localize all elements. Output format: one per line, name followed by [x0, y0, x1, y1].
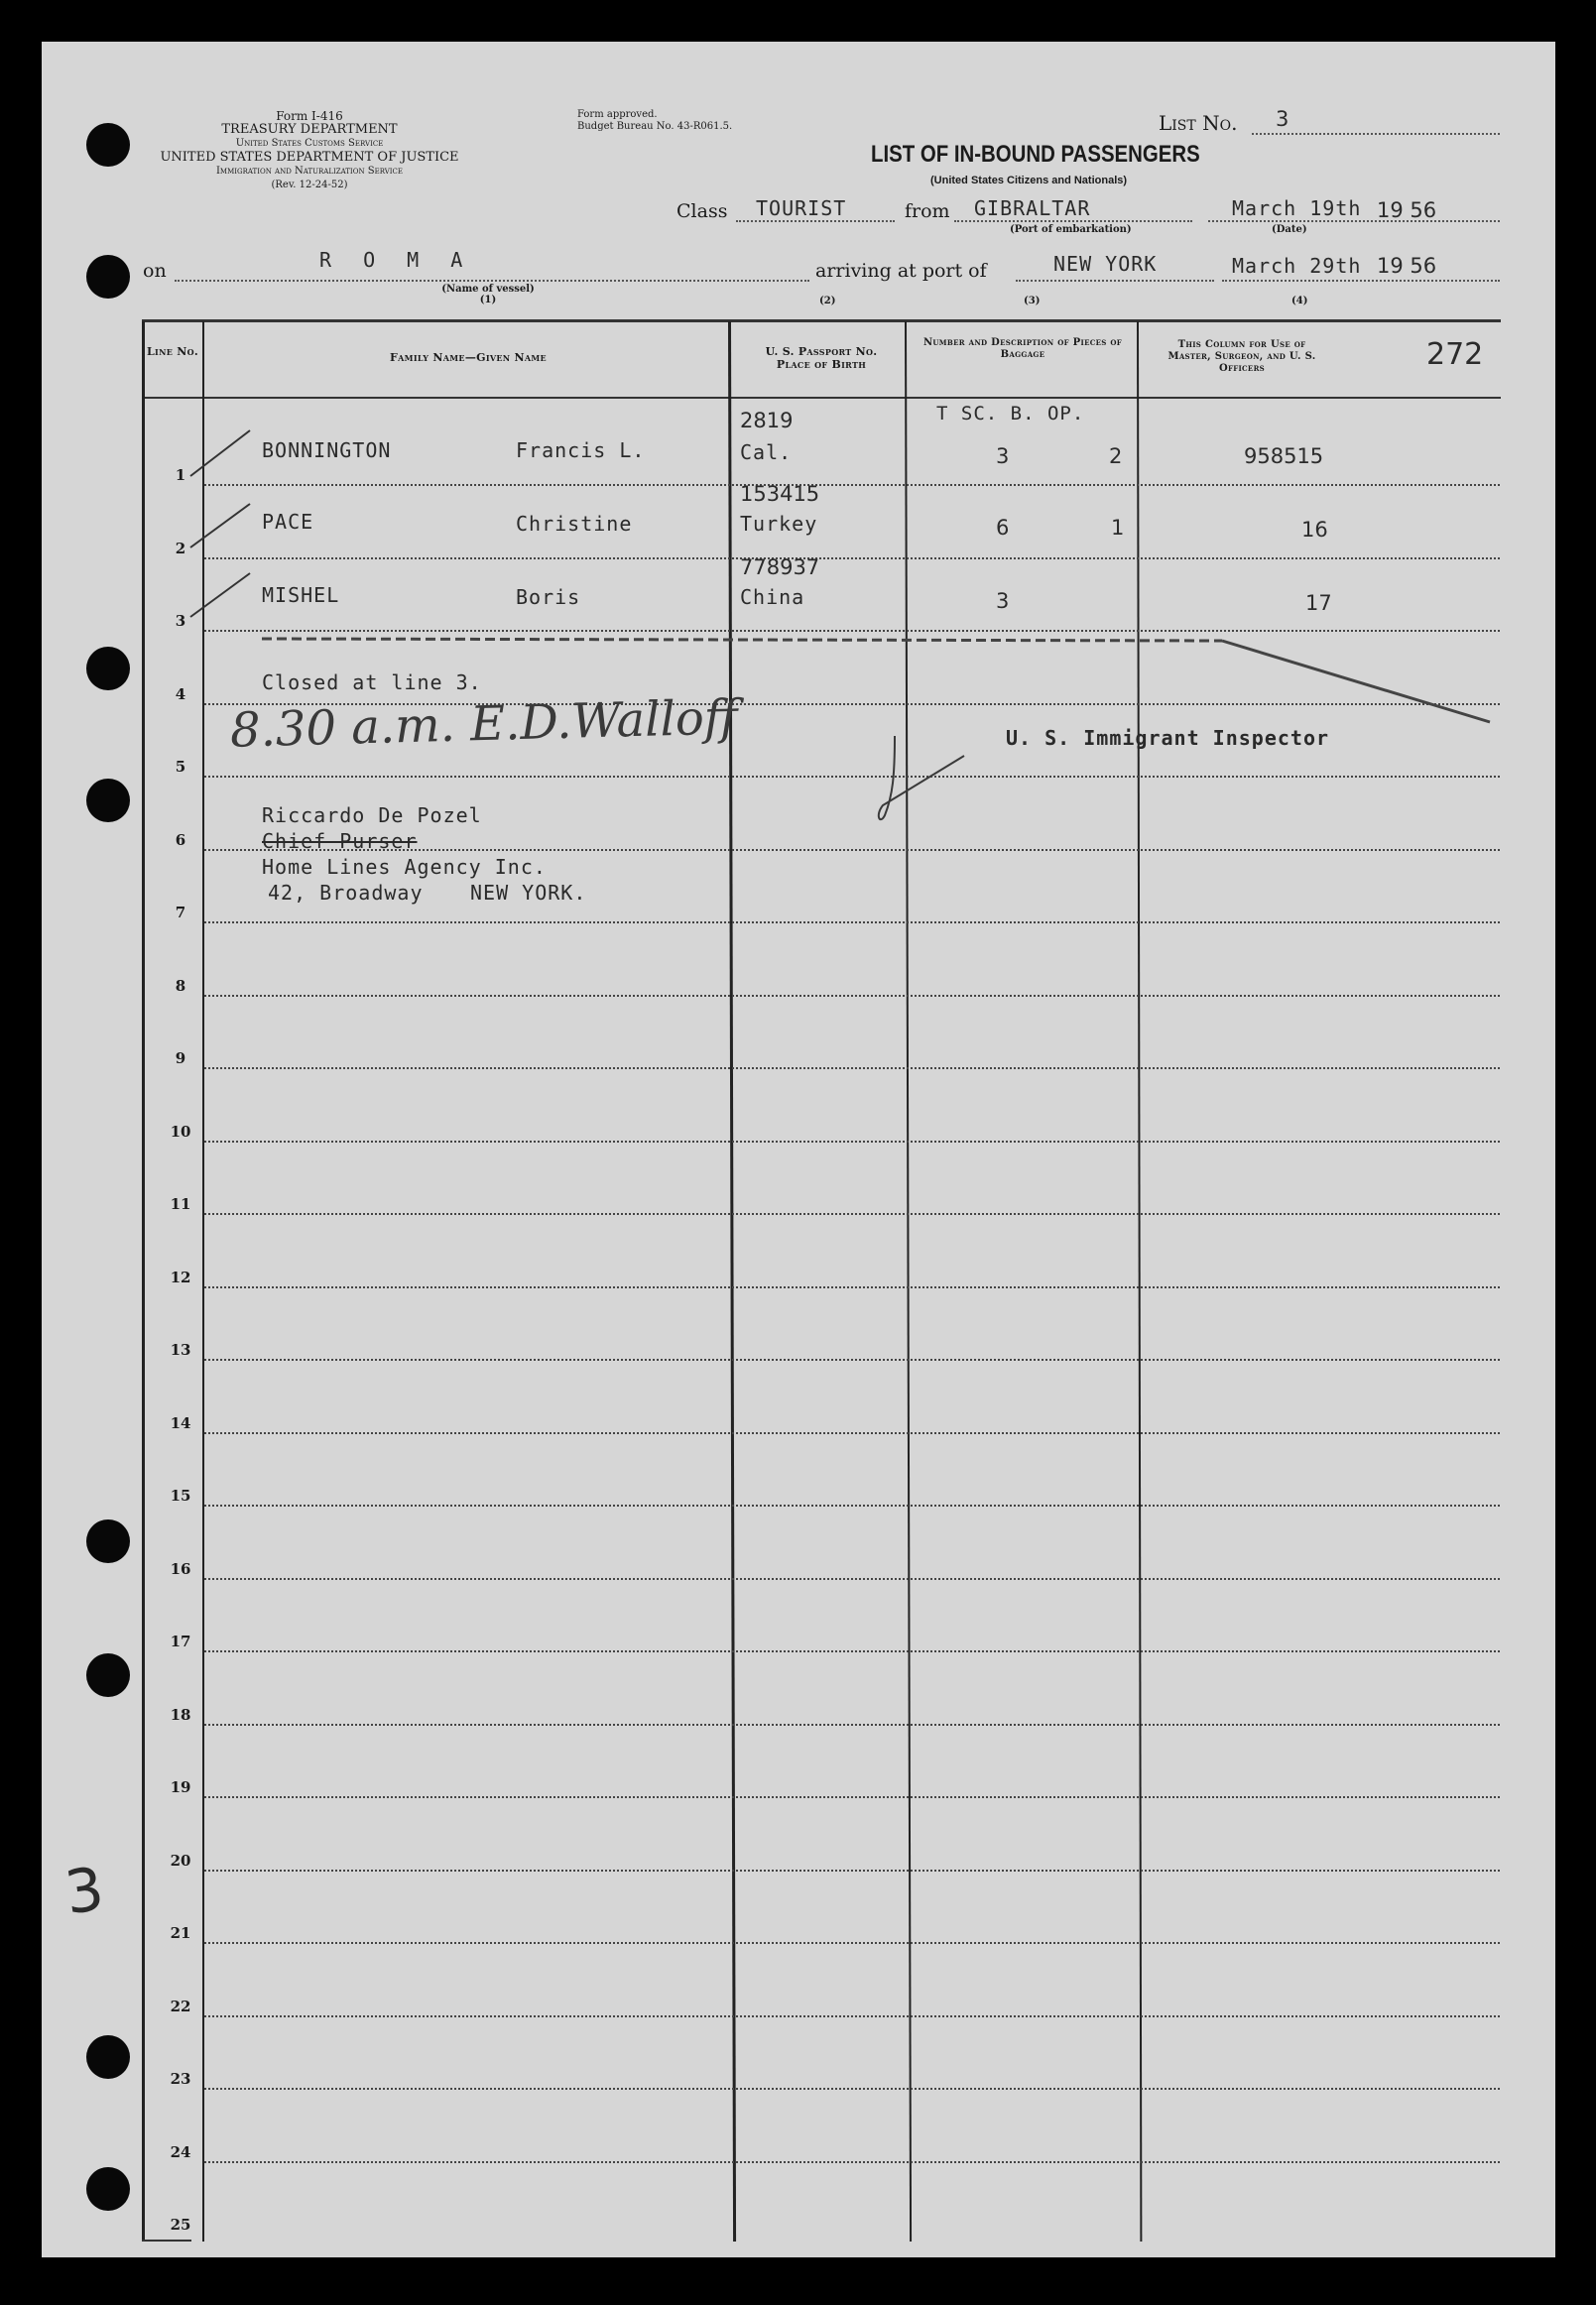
line-number: 11: [170, 1195, 191, 1213]
embarkation-year: 19 56: [1377, 198, 1437, 222]
line-number: 10: [170, 1122, 191, 1141]
line-number: 22: [170, 1997, 191, 2015]
family-name: MISHEL: [262, 583, 340, 607]
arriving-label: arriving at port of: [815, 260, 987, 282]
line-number: 25: [170, 2216, 191, 2234]
punch-hole: [86, 1519, 130, 1563]
line-number: 9: [175, 1049, 186, 1067]
baggage-count-b: 2: [1109, 444, 1123, 468]
column-header-baggage: Number and Description of Pieces of Baggage: [922, 337, 1123, 360]
passport-number: 778937: [740, 555, 820, 579]
passport-number: 2819: [740, 409, 794, 432]
page-title: LIST OF IN-BOUND PASSENGERS: [871, 141, 1200, 168]
line-number: 21: [170, 1924, 191, 1942]
vessel-caption: (Name of vessel) (1): [441, 284, 535, 305]
line-number: 14: [170, 1413, 191, 1432]
line-number: 1: [175, 466, 186, 484]
arrival-date: March 29th: [1232, 254, 1362, 278]
punch-hole: [86, 2167, 130, 2211]
given-name: Boris: [516, 585, 581, 609]
signature-flourish: [855, 726, 994, 835]
class-value: TOURIST: [756, 196, 847, 220]
page-subtitle: (United States Citizens and Nationals): [930, 175, 1128, 186]
row-rule: [204, 1286, 1500, 1288]
line-number: 16: [170, 1559, 191, 1578]
purser-title: Chief Purser: [262, 829, 418, 853]
row-rule: [204, 1942, 1500, 1944]
purser-name: Riccardo De Pozel: [262, 803, 482, 827]
port-caption: (Port of embarkation): [1010, 224, 1132, 235]
row-rule: [204, 1432, 1500, 1434]
family-name: PACE: [262, 510, 314, 534]
given-name: Francis L.: [516, 438, 646, 462]
form-approval: Form approved. Budget Bureau No. 43-R061.5.: [577, 109, 733, 132]
column-header-line-no: Line No.: [147, 345, 198, 358]
punch-hole: [86, 2035, 130, 2079]
place-of-birth: China: [740, 585, 805, 609]
line-number: 2: [175, 539, 186, 557]
row-rule: [204, 2161, 1500, 2163]
manifest-page: [42, 42, 1555, 2257]
page-number: 272: [1426, 337, 1484, 372]
line-number: 18: [170, 1705, 191, 1724]
officer-mark: 17: [1305, 591, 1332, 615]
line-number: 4: [175, 684, 186, 703]
list-number: 3: [1276, 107, 1289, 131]
baggage-count-a: 3: [996, 444, 1010, 468]
row-rule: [204, 921, 1500, 923]
line-number: 5: [175, 758, 186, 776]
line-number: 19: [170, 1778, 191, 1796]
row-rule: [204, 1505, 1500, 1507]
row-rule: [204, 1141, 1500, 1143]
on-label: on: [143, 260, 167, 282]
table-bottom-rule: [142, 2240, 191, 2242]
arrival-year: 19 56: [1377, 254, 1437, 278]
place-of-birth: Cal.: [740, 440, 793, 464]
row-rule: [204, 1213, 1500, 1215]
embarkation-port: GIBRALTAR: [974, 196, 1091, 220]
agency-address: 42, Broadway: [268, 881, 424, 905]
caption-2: (2): [819, 296, 836, 306]
margin-mark: 3: [61, 1854, 108, 1929]
row-rule: [204, 1359, 1500, 1361]
row-rule: [204, 1650, 1500, 1652]
line-number: 20: [170, 1851, 191, 1870]
from-label: from: [905, 200, 950, 222]
officer-mark: 16: [1301, 518, 1328, 542]
row-rule: [204, 2015, 1500, 2017]
list-number-label: List No.: [1159, 111, 1238, 135]
inspector-title: U. S. Immigrant Inspector: [1006, 726, 1330, 750]
arrival-port: NEW YORK: [1053, 252, 1158, 276]
date-caption: (Date): [1272, 224, 1307, 235]
baggage-codes: T SC. B. OP.: [936, 403, 1085, 425]
column-header-passport: U. S. Passport No. Place of Birth: [765, 345, 878, 371]
row-rule: [204, 1870, 1500, 1872]
agency-city: NEW YORK.: [470, 881, 587, 905]
punch-hole: [86, 1653, 130, 1697]
line-number: 13: [170, 1341, 191, 1359]
line-number: 17: [170, 1633, 191, 1650]
vessel-name: R O M A: [319, 248, 473, 272]
line-number: 12: [170, 1268, 191, 1286]
line-number: 7: [175, 904, 186, 921]
row-rule: [204, 1578, 1500, 1580]
officer-mark: 958515: [1244, 444, 1324, 468]
baggage-count-a: 3: [996, 589, 1010, 613]
row-rule: [204, 1796, 1500, 1798]
row-rule: [204, 995, 1500, 997]
embarkation-date: March 19th: [1232, 196, 1362, 220]
given-name: Christine: [516, 512, 633, 536]
row-rule: [204, 1067, 1500, 1069]
column-header-officers: This Column for Use of Master, Surgeon, and U. S. Officers: [1167, 339, 1316, 374]
passport-number: 153415: [740, 482, 820, 506]
caption-3: (3): [1024, 296, 1041, 306]
closed-note: Closed at line 3.: [262, 670, 482, 694]
line-number: 8: [175, 976, 186, 995]
column-header-name: Family Name—Given Name: [390, 351, 547, 364]
agency-name: Home Lines Agency Inc.: [262, 855, 547, 879]
line-number: 24: [170, 2142, 191, 2161]
inspector-signature: 8.30 a.m. E.D.Walloff: [229, 689, 739, 759]
line-number: 15: [170, 1487, 191, 1505]
line-number: 23: [170, 2070, 191, 2088]
class-label: Class: [676, 200, 728, 222]
row-rule: [204, 1724, 1500, 1726]
place-of-birth: Turkey: [740, 512, 818, 536]
baggage-count-a: 6: [996, 516, 1010, 540]
caption-4: (4): [1291, 296, 1308, 306]
row-rule: [204, 2088, 1500, 2090]
form-identification: Form I-416 TREASURY DEPARTMENT United States Customs Service UNITED STATES DEPARTMENT OF JUSTICE Immigration and Naturalization Service (Rev. 12-24-52): [160, 109, 459, 190]
line-number: 6: [175, 830, 186, 849]
family-name: BONNINGTON: [262, 438, 392, 462]
line-number: 3: [175, 612, 186, 630]
baggage-count-b: 1: [1111, 516, 1125, 540]
